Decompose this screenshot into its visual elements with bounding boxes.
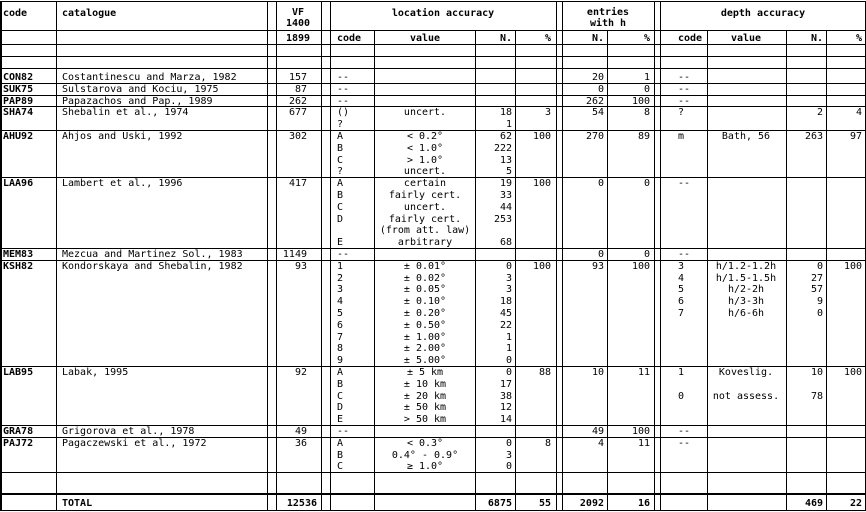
loc-value: < 0.3° [406,437,444,449]
loc-code: ? [337,119,344,131]
loc-n: 22 [499,319,512,331]
entries-pct: 11 [637,367,650,378]
grid-line [1,1,2,511]
loc-code: C [337,201,344,213]
entries-n: 49 [591,426,604,437]
loc-value: ± 1.00° [403,331,447,343]
dep-n: 9 [816,296,823,308]
loc-value: ± 10 km [403,378,447,390]
total-loc-pct: 55 [538,498,551,509]
dep-code: ? [678,107,685,119]
grid-line [475,30,476,511]
dep-pct: 4 [855,107,862,119]
header-location-accuracy: location accuracy [391,8,495,19]
row-catalogue: Lambert et al., 1996 [62,178,183,190]
loc-pct: 100 [532,131,551,142]
loc-n: 0 [505,355,512,367]
loc-n: 62 [499,131,512,142]
total-dep-pct: 22 [849,498,862,509]
dep-n: 10 [810,367,823,378]
row-vf-count: 302 [288,131,307,142]
row-catalogue: Papazachos and Pap., 1989 [62,95,213,107]
loc-value: ± 0.10° [403,296,447,308]
subheader-loc-code: code [337,33,362,44]
loc-value: < 1.0° [406,142,444,154]
dep-code: 7 [678,308,685,319]
grid-line [0,44,866,45]
loc-n: 3 [505,272,512,284]
dep-code: m [678,131,685,142]
total-dep-n: 469 [804,498,823,509]
dep-code: -- [678,178,691,190]
row-vf-count: 157 [288,72,307,83]
loc-code: ? [337,166,344,178]
dep-code: 0 [678,390,685,402]
grid-line [562,1,563,511]
row-code: KSH82 [3,260,34,272]
loc-code: -- [337,426,350,437]
grid-line [330,1,331,511]
row-code: AHU92 [3,131,34,142]
dep-value: h/6-6h [727,308,765,319]
grid-line [0,510,866,511]
grid-line [556,1,557,511]
grid-line [0,68,866,69]
loc-value: uncert. [403,166,447,178]
row-vf-count: 677 [288,107,307,119]
loc-value: ± 5.00° [403,355,447,367]
loc-value: ± 50 km [403,402,447,414]
loc-n: 33 [499,190,512,201]
loc-n: 44 [499,201,512,213]
loc-code: -- [337,95,350,107]
loc-value: ± 0.50° [403,319,447,331]
subheader-ent-pct: % [643,33,650,44]
entries-n: 20 [591,72,604,83]
subheader-dep-value: value [730,33,762,44]
loc-value: ≥ 1.0° [406,461,444,473]
loc-code: D [337,213,344,225]
entries-n: 270 [585,131,604,142]
row-code: SUK75 [3,83,34,95]
header-depth-accuracy: depth accuracy [720,8,806,19]
row-catalogue: Grigorova et al., 1978 [62,426,195,437]
loc-code: E [337,414,344,426]
header-entries-with-h: entries with h [586,7,630,29]
row-catalogue: Sulstarova and Kociu, 1975 [62,83,219,95]
row-code: PAP89 [3,95,34,107]
entries-n: 262 [585,95,604,107]
row-code: SHA74 [3,107,34,119]
total-loc-n: 6875 [487,498,512,509]
loc-code: -- [337,83,350,95]
loc-value: ± 5 km [406,367,444,378]
row-code: PAJ72 [3,437,34,449]
loc-code: A [337,437,344,449]
dep-code: -- [678,249,691,260]
dep-code: 5 [678,284,685,296]
row-vf-count: 36 [294,437,307,449]
grid-line [0,493,866,495]
grid-line [0,56,866,57]
total-ent-n: 2092 [579,498,604,509]
loc-n: 3 [505,449,512,461]
dep-value: h/1.5-1.5h [715,272,777,284]
dep-n: 263 [804,131,823,142]
row-catalogue: Ahjos and Uski, 1992 [62,131,183,142]
entries-n: 10 [591,367,604,378]
loc-value: ± 0.05° [403,284,447,296]
dep-pct: 97 [849,131,862,142]
loc-code: 1 [337,260,344,272]
loc-value: 0.4° - 0.9° [391,449,459,461]
row-catalogue: Shebalin et al., 1974 [62,107,189,119]
dep-n: 57 [810,284,823,296]
subheader-dep-code: code [678,33,703,44]
loc-value: uncert. [403,107,447,119]
dep-pct: 100 [843,367,862,378]
row-code: GRA78 [3,426,34,437]
loc-value: ± 0.20° [403,308,447,319]
dep-value: Koveslig. [718,367,774,378]
grid-line [321,1,322,511]
row-vf-count: 1149 [282,249,307,260]
entries-pct: 100 [631,426,650,437]
dep-code: 1 [678,367,685,378]
loc-value: < 0.2° [406,131,444,142]
loc-value: ± 2.00° [403,343,447,355]
loc-n: 17 [499,378,512,390]
loc-n: 253 [493,213,512,225]
loc-code: 8 [337,343,344,355]
entries-pct: 100 [631,260,650,272]
loc-n: 68 [499,237,512,249]
loc-code: () [337,107,350,119]
loc-code: -- [337,72,350,83]
dep-code: -- [678,426,691,437]
row-catalogue: Costantinescu and Marza, 1982 [62,72,237,83]
header-code: code [3,8,28,19]
loc-value: arbitrary [397,237,453,249]
loc-n: 13 [499,154,512,166]
dep-n: 27 [810,272,823,284]
grid-line [660,1,661,511]
grid-line [56,1,57,511]
loc-n: 0 [505,461,512,473]
loc-value: fairly cert. [388,213,462,225]
subheader-ent-n: N. [591,33,604,44]
dep-value: h/3-3h [727,296,765,308]
loc-n: 1 [505,331,512,343]
entries-pct: 0 [643,178,650,190]
loc-pct: 100 [532,178,551,190]
loc-code: 2 [337,272,344,284]
row-code: LAB95 [3,367,34,378]
loc-n: 1 [505,343,512,355]
header-vf-1400: VF 1400 [285,7,311,29]
loc-code: 7 [337,331,344,343]
loc-value: fairly cert. [388,190,462,201]
header-vf-1899: 1899 [285,33,311,44]
entries-n: 54 [591,107,604,119]
total-ent-pct: 16 [637,498,650,509]
loc-value: (from att. law) [379,225,471,237]
loc-pct: 3 [544,107,551,119]
grid-line [607,30,608,511]
header-catalogue: catalogue [62,8,117,19]
loc-n: 0 [505,367,512,378]
loc-n: 45 [499,308,512,319]
loc-code: 3 [337,284,344,296]
row-vf-count: 87 [294,83,307,95]
dep-n: 0 [816,308,823,319]
dep-code: 4 [678,272,685,284]
loc-value: ± 20 km [403,390,447,402]
loc-n: 38 [499,390,512,402]
row-code: MEM83 [3,249,34,260]
dep-code: 3 [678,260,685,272]
loc-pct: 100 [532,260,551,272]
entries-n: 93 [591,260,604,272]
row-catalogue: Pagaczewski et al., 1972 [62,437,207,449]
entries-pct: 100 [631,95,650,107]
loc-n: 222 [493,142,512,154]
row-vf-count: 417 [288,178,307,190]
loc-n: 14 [499,414,512,426]
loc-code: A [337,367,344,378]
entries-pct: 0 [643,83,650,95]
loc-n: 0 [505,437,512,449]
loc-n: 5 [505,166,512,178]
loc-code: E [337,237,344,249]
row-vf-count: 262 [288,95,307,107]
dep-n: 2 [816,107,823,119]
loc-code: B [337,142,344,154]
loc-value: uncert. [403,201,447,213]
dep-pct: 100 [843,260,862,272]
entries-pct: 0 [643,249,650,260]
row-catalogue: Labak, 1995 [62,367,129,378]
loc-code: D [337,402,344,414]
loc-code: B [337,378,344,390]
loc-code: C [337,390,344,402]
row-vf-count: 49 [294,426,307,437]
loc-code: C [337,461,344,473]
total-label: TOTAL [62,498,93,509]
row-catalogue: Mezcua and Martinez Sol., 1983 [62,249,243,260]
row-code: CON82 [3,72,34,83]
loc-n: 3 [505,284,512,296]
subheader-dep-n: N. [810,33,823,44]
dep-code: 6 [678,296,685,308]
row-vf-count: 92 [294,367,307,378]
dep-code: -- [678,83,691,95]
loc-n: 1 [505,119,512,131]
loc-code: 9 [337,355,344,367]
dep-value: Bath, 56 [721,131,771,142]
loc-code: 5 [337,308,344,319]
loc-n: 12 [499,402,512,414]
grid-line [654,1,655,511]
loc-value: > 50 km [403,414,447,426]
entries-pct: 11 [637,437,650,449]
loc-code: 4 [337,296,344,308]
loc-code: C [337,154,344,166]
subheader-loc-n: N. [499,33,512,44]
loc-pct: 8 [544,437,551,449]
dep-n: 78 [810,390,823,402]
loc-code: A [337,131,344,142]
loc-n: 18 [499,107,512,119]
grid-line [0,1,866,2]
row-catalogue: Kondorskaya and Shebalin, 1982 [62,260,243,272]
dep-code: -- [678,437,691,449]
loc-n: 19 [499,178,512,190]
loc-code: -- [337,249,350,260]
row-code: LAA96 [3,178,34,190]
entries-n: 0 [597,178,604,190]
loc-value: ± 0.01° [403,260,447,272]
entries-n: 0 [597,83,604,95]
loc-n: 0 [505,260,512,272]
loc-pct: 88 [538,367,551,378]
dep-code: -- [678,72,691,83]
subheader-loc-value: value [409,33,441,44]
dep-value: h/1.2-1.2h [715,260,777,272]
loc-value: certain [403,178,447,190]
entries-n: 0 [597,249,604,260]
loc-value: ± 0.02° [403,272,447,284]
subheader-loc-pct: % [544,33,551,44]
entries-pct: 89 [637,131,650,142]
entries-pct: 8 [643,107,650,119]
dep-value: not assess. [712,390,780,402]
loc-code: A [337,178,344,190]
grid-line [330,30,556,31]
loc-value: > 1.0° [406,154,444,166]
subheader-dep-pct: % [855,33,862,44]
loc-code: B [337,449,344,461]
entries-pct: 1 [643,72,650,83]
loc-n: 18 [499,296,512,308]
dep-n: 0 [816,260,823,272]
loc-code: 6 [337,319,344,331]
row-vf-count: 93 [294,260,307,272]
loc-code: B [337,190,344,201]
dep-value: h/2-2h [727,284,765,296]
total-vf: 12536 [286,498,317,509]
entries-n: 4 [597,437,604,449]
dep-code: -- [678,95,691,107]
